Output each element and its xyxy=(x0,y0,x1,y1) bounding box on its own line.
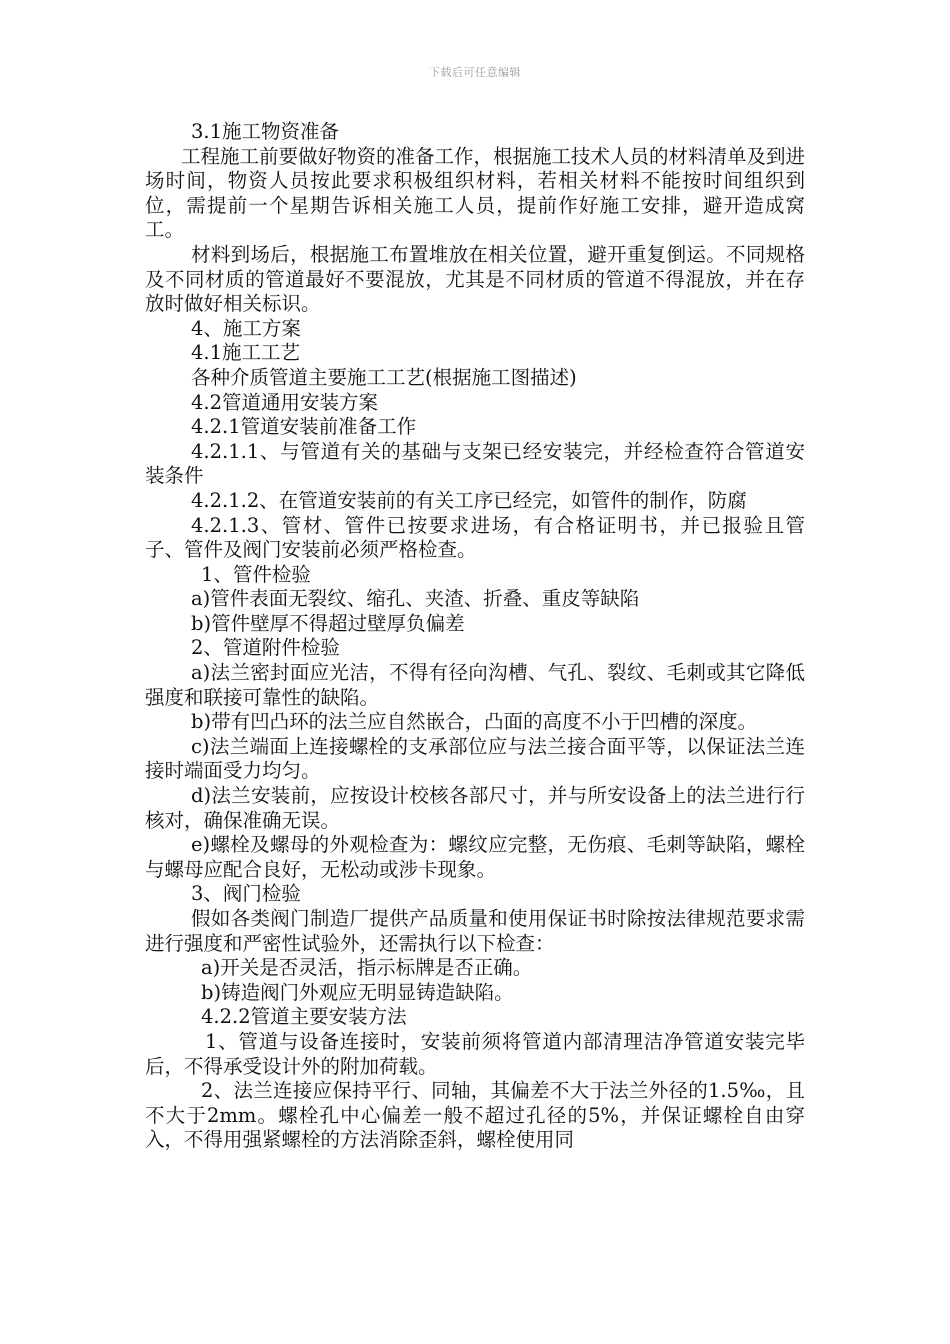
section-heading: 4、施工方案 xyxy=(191,316,301,340)
subsection-heading: 3、阀门检验 xyxy=(191,882,301,906)
list-item: e)螺栓及螺母的外观检查为：螺纹应完整，无伤痕、毛刺等缺陷，螺栓与螺母应配合良好，无松动或涉卡现象。 xyxy=(145,833,805,881)
list-item: b)管件壁厚不得超过壁厚负偏差 xyxy=(191,611,465,635)
subsection-heading: 2、管道附件检验 xyxy=(191,636,340,660)
list-item: b)铸造阀门外观应无明显铸造缺陷。 xyxy=(201,980,514,1004)
paragraph: 假如各类阀门制造厂提供产品质量和使用保证书时除按法律规范要求需进行强度和严密性试验外，还需执行以下检查： xyxy=(145,907,805,955)
page-header: 下载后可任意编辑 xyxy=(429,66,521,79)
section-heading: 3.1施工物资准备 xyxy=(191,120,340,143)
paragraph: 1、管道与设备连接时，安装前须将管道内部清理洁净管道安装完毕后，不得承受设计外的附加荷载。 xyxy=(145,1029,805,1078)
section-heading: 4.1施工工艺 xyxy=(191,341,301,365)
list-item: a)法兰密封面应光洁，不得有径向沟槽、气孔、裂纹、毛刺或其它降低强度和联接可靠性的缺陷。 xyxy=(145,661,805,709)
section-heading: 4.2.1管道安装前准备工作 xyxy=(191,415,417,439)
paragraph: 工程施工前要做好物资的准备工作，根据施工技术人员的材料清单及到进场时间，物资人员按此要求积极组织材料，若相关材料不能按时间组织到位，需提前一个星期告诉相关施工人员，提前作好施工安排，避开造成窝工。 xyxy=(145,144,806,242)
section-heading: 4.2.2管道主要安装方法 xyxy=(201,1005,407,1029)
paragraph: 4.2.1.3、管材、管件已按要求进场，有合格证明书，并已报验且管子、管件及阀门安装前必须严格检查。 xyxy=(145,513,805,562)
paragraph: 4.2.1.1、与管道有关的基础与支架已经安装完，并经检查符合管道安装条件 xyxy=(145,439,805,488)
list-item: d)法兰安装前，应按设计校核各部尺寸，并与所安设备上的法兰进行行核对，确保准确无误。 xyxy=(145,784,805,832)
paragraph: 各种介质管道主要施工工艺(根据施工图描述) xyxy=(191,365,577,389)
list-item: a)开关是否灵活，指示标牌是否正确。 xyxy=(201,956,533,980)
subsection-heading: 1、管件检验 xyxy=(201,562,311,586)
paragraph: 材料到场后，根据施工布置堆放在相关位置，避开重复倒运。不同规格及不同材质的管道最好不要混放，尤其是不同材质的管道不得混放，并在存放时做好相关标识。 xyxy=(145,242,805,316)
document-body xyxy=(145,120,805,1153)
list-item: c)法兰端面上连接螺栓的支承部位应与法兰接合面平等，以保证法兰连接时端面受力均匀。 xyxy=(145,734,805,783)
list-item: b)带有凹凸环的法兰应自然嵌合，凸面的高度不小于凹槽的深度。 xyxy=(191,710,758,734)
list-item: a)管件表面无裂纹、缩孔、夹渣、折叠、重皮等缺陷 xyxy=(191,587,640,611)
paragraph: 2、法兰连接应保持平行、同轴，其偏差不大于法兰外径的1.5‰，且不大于2mm。螺栓孔中心偏差一般不超过孔径的5%，并保证螺栓自由穿入，不得用强紧螺栓的方法消除歪斜，螺栓使用同 xyxy=(145,1079,805,1152)
paragraph: 4.2.1.2、在管道安装前的有关工序已经完，如管件的制作，防腐 xyxy=(191,488,747,512)
section-heading: 4.2管道通用安装方案 xyxy=(191,390,379,414)
